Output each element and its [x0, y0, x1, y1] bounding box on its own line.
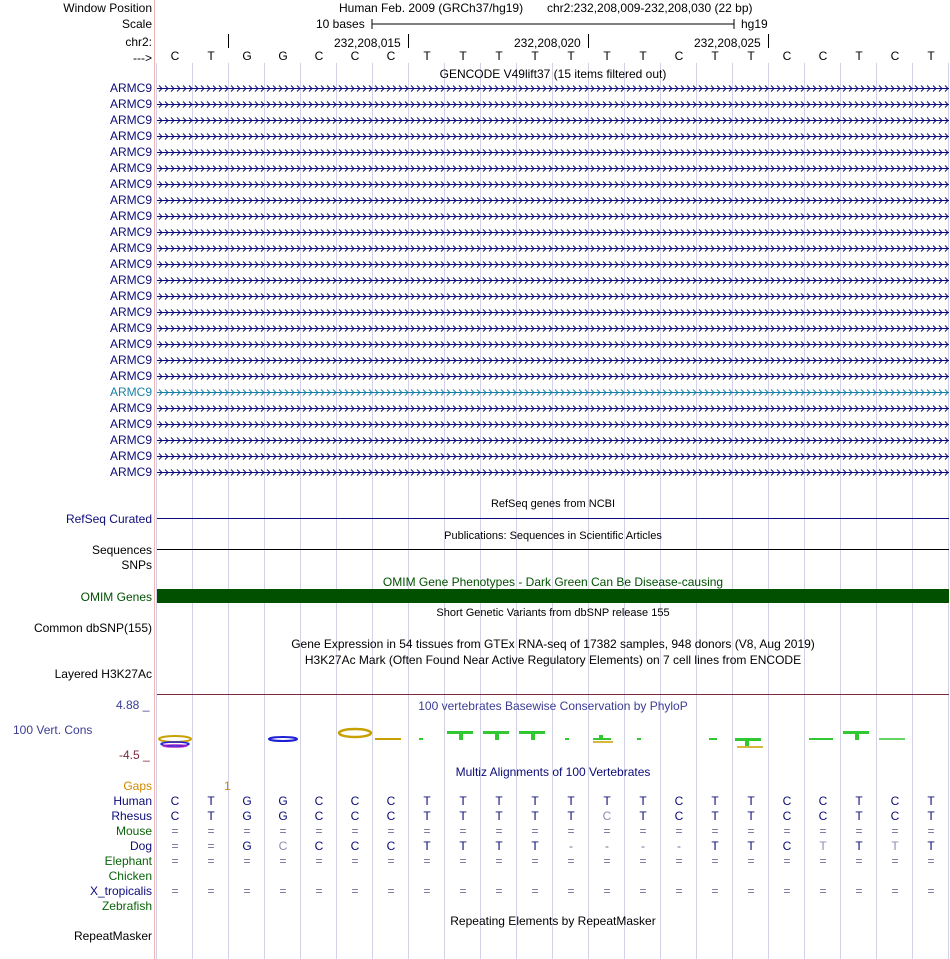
window-position-label: Window Position [63, 1, 152, 15]
aligned-base: C [170, 794, 180, 808]
aligned-base: = [495, 854, 503, 868]
aligned-base: = [387, 854, 395, 868]
conservation-track-label[interactable]: 100 Vert. Cons [13, 723, 93, 737]
aligned-base: = [747, 884, 755, 898]
aligned-base: T [891, 839, 899, 853]
species-label[interactable]: X_tropicalis [89, 884, 152, 898]
gencode-transcript[interactable] [157, 273, 949, 287]
gencode-transcript[interactable] [157, 337, 949, 351]
aligned-base: = [855, 854, 863, 868]
gencode-gene-label[interactable]: ARMC9 [109, 97, 152, 111]
aligned-base: = [171, 854, 179, 868]
gencode-gene-label[interactable]: ARMC9 [109, 385, 152, 399]
aligned-base: T [927, 839, 935, 853]
reference-base: C [170, 49, 180, 63]
reference-base: T [711, 49, 719, 63]
reference-base: C [674, 49, 684, 63]
repeatmasker-track-title[interactable]: Repeating Elements by RepeatMasker [450, 914, 656, 928]
gencode-transcript[interactable] [157, 145, 949, 159]
aligned-base: = [279, 884, 287, 898]
aligned-base: T [531, 809, 539, 823]
reference-base: C [350, 49, 360, 63]
aligned-base: C [386, 809, 396, 823]
aligned-base: = [639, 854, 647, 868]
aligned-base: T [459, 794, 467, 808]
species-alignment-row [157, 899, 949, 913]
aligned-base: C [314, 839, 324, 853]
aligned-base: T [495, 809, 503, 823]
gencode-gene-label[interactable]: ARMC9 [109, 177, 152, 191]
aligned-base: T [711, 809, 719, 823]
aligned-base: = [819, 824, 827, 838]
conservation-min-label: -4.5 _ [119, 748, 150, 762]
aligned-base: = [171, 884, 179, 898]
species-label[interactable]: Dog [129, 839, 152, 853]
refseq-track-title[interactable]: RefSeq genes from NCBI [490, 498, 616, 510]
gaps-label: Gaps [123, 779, 152, 793]
aligned-base: = [567, 824, 575, 838]
species-label[interactable]: Mouse [115, 824, 152, 838]
aligned-base: = [567, 884, 575, 898]
gencode-gene-label[interactable]: ARMC9 [109, 273, 152, 287]
aligned-base: G [242, 839, 252, 853]
gencode-transcript[interactable] [157, 449, 949, 463]
aligned-base: = [495, 884, 503, 898]
gencode-gene-label[interactable]: ARMC9 [109, 209, 152, 223]
gencode-transcript[interactable] [157, 241, 949, 255]
gencode-transcript[interactable] [157, 97, 949, 111]
species-alignment-row [157, 884, 949, 898]
aligned-base: - [569, 839, 573, 853]
aligned-base: = [891, 884, 899, 898]
aligned-base: = [819, 884, 827, 898]
aligned-base: T [639, 809, 647, 823]
aligned-base: C [386, 839, 396, 853]
aligned-base: = [351, 884, 359, 898]
dbsnp-track-label[interactable]: Common dbSNP(155) [33, 621, 152, 635]
refseq-feature-line[interactable] [157, 512, 949, 526]
aligned-base: C [890, 794, 900, 808]
gencode-transcript[interactable] [157, 353, 949, 367]
position-text: chr2:232,208,009-232,208,030 (22 bp) [547, 1, 753, 15]
aligned-base: = [675, 854, 683, 868]
aligned-base: = [639, 824, 647, 838]
reference-base: T [747, 49, 755, 63]
aligned-base: T [423, 794, 431, 808]
gencode-transcript[interactable] [157, 113, 949, 127]
scale-label: Scale [121, 17, 152, 31]
aligned-base: = [207, 884, 215, 898]
reference-base: T [567, 49, 575, 63]
aligned-base: C [350, 794, 360, 808]
aligned-base: = [351, 824, 359, 838]
aligned-base: C [890, 809, 900, 823]
scale-bases: 10 bases [316, 17, 365, 31]
aligned-base: T [531, 794, 539, 808]
gencode-gene-label[interactable]: ARMC9 [109, 161, 152, 175]
gencode-gene-label[interactable]: ARMC9 [109, 433, 152, 447]
species-label[interactable]: Rhesus [111, 809, 152, 823]
aligned-base: = [711, 824, 719, 838]
gencode-transcript[interactable] [157, 417, 949, 431]
aligned-base: = [207, 839, 215, 853]
h3k27ac-baseline [157, 690, 949, 698]
aligned-base: = [711, 854, 719, 868]
h3k27ac-track-label[interactable]: Layered H3K27Ac [54, 667, 152, 681]
aligned-base: = [243, 854, 251, 868]
aligned-base: = [387, 824, 395, 838]
reference-base: C [386, 49, 396, 63]
gencode-gene-label[interactable]: ARMC9 [109, 369, 152, 383]
gencode-transcript[interactable] [157, 257, 949, 271]
gencode-gene-label[interactable]: ARMC9 [109, 401, 152, 415]
reference-base: T [207, 49, 215, 63]
aligned-base: = [747, 854, 755, 868]
aligned-base: = [459, 884, 467, 898]
aligned-base: C [386, 794, 396, 808]
aligned-base: = [819, 854, 827, 868]
aligned-base: C [782, 794, 792, 808]
reference-base: T [459, 49, 467, 63]
strand-label: ---> [133, 51, 152, 65]
aligned-base: T [747, 809, 755, 823]
aligned-base: C [170, 809, 180, 823]
reference-base: C [314, 49, 324, 63]
aligned-base: T [531, 839, 539, 853]
aligned-base: = [927, 884, 935, 898]
reference-base: T [495, 49, 503, 63]
species-label[interactable]: Elephant [104, 854, 152, 868]
aligned-base: = [855, 884, 863, 898]
reference-base: T [423, 49, 431, 63]
gencode-gene-label[interactable]: ARMC9 [109, 305, 152, 319]
reference-base: T [531, 49, 539, 63]
aligned-base: T [567, 809, 575, 823]
aligned-base: T [639, 794, 647, 808]
aligned-base: = [891, 854, 899, 868]
aligned-base: T [603, 794, 611, 808]
reference-base: G [278, 49, 288, 63]
gencode-gene-label[interactable]: ARMC9 [109, 241, 152, 255]
gencode-gene-label[interactable]: ARMC9 [109, 417, 152, 431]
aligned-base: T [747, 839, 755, 853]
reference-base: C [818, 49, 828, 63]
aligned-base: = [927, 824, 935, 838]
species-alignment-row [157, 839, 949, 853]
aligned-base: = [351, 854, 359, 868]
species-alignment-row [157, 854, 949, 868]
aligned-base: T [927, 794, 935, 808]
aligned-base: T [855, 794, 863, 808]
publications-feature-line[interactable] [157, 543, 949, 557]
aligned-base: C [314, 809, 324, 823]
conservation-max-label: 4.88 _ [116, 698, 150, 712]
omim-feature-bar[interactable] [157, 589, 949, 603]
gencode-transcript[interactable] [157, 385, 949, 399]
aligned-base: T [423, 809, 431, 823]
aligned-base: = [243, 884, 251, 898]
aligned-base: = [315, 884, 323, 898]
aligned-base: C [350, 809, 360, 823]
aligned-base: = [459, 824, 467, 838]
aligned-base: C [674, 794, 684, 808]
aligned-base: = [531, 884, 539, 898]
gencode-transcript[interactable] [157, 193, 949, 207]
reference-sequence [157, 49, 949, 63]
aligned-base: C [818, 809, 828, 823]
aligned-base: = [279, 854, 287, 868]
gap-marker: 1 [224, 779, 231, 793]
coord-label-3: 232,208,025 [694, 36, 761, 50]
aligned-base: - [677, 839, 681, 853]
label-divider [154, 0, 155, 959]
gencode-gene-label[interactable]: ARMC9 [109, 321, 152, 335]
aligned-base: = [783, 824, 791, 838]
reference-base: T [639, 49, 647, 63]
aligned-base: = [603, 884, 611, 898]
reference-base: C [782, 49, 792, 63]
omim-track-title[interactable]: OMIM Gene Phenotypes - Dark Green Can Be Disease-causing [382, 575, 724, 589]
aligned-base: T [567, 794, 575, 808]
aligned-base: C [782, 839, 792, 853]
gencode-gene-label[interactable]: ARMC9 [109, 81, 152, 95]
aligned-base: G [278, 794, 288, 808]
aligned-base: T [207, 809, 215, 823]
aligned-base: = [855, 824, 863, 838]
aligned-base: = [315, 824, 323, 838]
gencode-track-title[interactable]: GENCODE V49lift37 (15 items filtered out) [439, 67, 667, 81]
aligned-base: = [459, 854, 467, 868]
aligned-base: = [315, 854, 323, 868]
aligned-base: = [675, 824, 683, 838]
aligned-base: = [171, 839, 179, 853]
aligned-base: T [711, 794, 719, 808]
gencode-gene-label[interactable]: ARMC9 [109, 257, 152, 271]
h3k27ac-track-title[interactable]: H3K27Ac Mark (Often Found Near Active Regulatory Elements) on 7 cell lines from ENCODE [304, 653, 802, 667]
aligned-base: T [207, 794, 215, 808]
species-alignment-row [157, 869, 949, 883]
gencode-transcript[interactable] [157, 321, 949, 335]
aligned-base: T [855, 809, 863, 823]
aligned-base: G [242, 794, 252, 808]
aligned-base: T [747, 794, 755, 808]
gencode-gene-label[interactable]: ARMC9 [109, 113, 152, 127]
aligned-base: C [350, 839, 360, 853]
gencode-transcript[interactable] [157, 401, 949, 415]
gencode-gene-label[interactable]: ARMC9 [109, 337, 152, 351]
aligned-base: T [711, 839, 719, 853]
aligned-base: G [278, 809, 288, 823]
gencode-transcript[interactable] [157, 369, 949, 383]
aligned-base: T [855, 839, 863, 853]
aligned-base: T [927, 809, 935, 823]
gencode-transcript[interactable] [157, 289, 949, 303]
reference-base: T [927, 49, 935, 63]
gencode-transcript[interactable] [157, 305, 949, 319]
refseq-track-label[interactable]: RefSeq Curated [65, 512, 152, 526]
aligned-base: = [387, 884, 395, 898]
multiz-track-title[interactable]: Multiz Alignments of 100 Vertebrates [455, 765, 651, 779]
chr-label: chr2: [125, 35, 152, 49]
aligned-base: = [207, 824, 215, 838]
aligned-base: = [243, 824, 251, 838]
conservation-logo[interactable] [157, 725, 949, 751]
gencode-gene-label[interactable]: ARMC9 [109, 465, 152, 479]
coord-label-2: 232,208,020 [514, 36, 581, 50]
species-alignment-row [157, 824, 949, 838]
snps-track-label[interactable]: SNPs [121, 558, 152, 572]
reference-base: T [855, 49, 863, 63]
aligned-base: = [783, 854, 791, 868]
publications-track-label[interactable]: Sequences [91, 543, 152, 557]
scale-db: hg19 [741, 17, 768, 31]
aligned-base: = [603, 854, 611, 868]
aligned-base: = [171, 824, 179, 838]
aligned-base: C [278, 839, 288, 853]
gencode-transcript[interactable] [157, 129, 949, 143]
aligned-base: = [207, 854, 215, 868]
aligned-base: G [242, 809, 252, 823]
aligned-base: = [423, 824, 431, 838]
reference-base: T [603, 49, 611, 63]
gencode-gene-label[interactable]: ARMC9 [109, 145, 152, 159]
gencode-gene-label[interactable]: ARMC9 [109, 289, 152, 303]
gencode-gene-label[interactable]: ARMC9 [109, 129, 152, 143]
aligned-base: = [531, 824, 539, 838]
coord-label-1: 232,208,015 [334, 36, 401, 50]
omim-track-label[interactable]: OMIM Genes [80, 590, 152, 604]
aligned-base: T [459, 809, 467, 823]
gencode-transcript[interactable] [157, 161, 949, 175]
aligned-base: = [927, 854, 935, 868]
aligned-base: = [711, 884, 719, 898]
aligned-base: = [279, 824, 287, 838]
aligned-base: = [495, 824, 503, 838]
aligned-base: T [819, 839, 827, 853]
assembly-text: Human Feb. 2009 (GRCh37/hg19) [339, 1, 524, 15]
repeatmasker-track-label[interactable]: RepeatMasker [73, 929, 152, 943]
species-label[interactable]: Zebrafish [101, 899, 152, 913]
aligned-base: = [423, 854, 431, 868]
gencode-transcript[interactable] [157, 177, 949, 191]
gencode-gene-label[interactable]: ARMC9 [109, 353, 152, 367]
publications-track-title[interactable]: Publications: Sequences in Scientific Articles [444, 530, 662, 542]
aligned-base: = [639, 884, 647, 898]
gencode-gene-label[interactable]: ARMC9 [109, 449, 152, 463]
aligned-base: C [314, 794, 324, 808]
aligned-base: = [783, 884, 791, 898]
aligned-base: T [495, 794, 503, 808]
aligned-base: C [602, 809, 612, 823]
aligned-base: C [782, 809, 792, 823]
aligned-base: C [674, 809, 684, 823]
gencode-transcript[interactable] [157, 81, 949, 95]
dbsnp-track-title[interactable]: Short Genetic Variants from dbSNP release 155 [436, 607, 670, 619]
gencode-transcript[interactable] [157, 209, 949, 223]
aligned-base: T [495, 839, 503, 853]
aligned-base: = [675, 884, 683, 898]
species-alignment-row [157, 809, 949, 823]
aligned-base: T [459, 839, 467, 853]
aligned-base: - [605, 839, 609, 853]
species-label[interactable]: Chicken [108, 869, 152, 883]
aligned-base: - [641, 839, 645, 853]
aligned-base: = [567, 854, 575, 868]
aligned-base: = [747, 824, 755, 838]
gencode-transcript[interactable] [157, 225, 949, 239]
aligned-base: T [423, 839, 431, 853]
gencode-transcript[interactable] [157, 465, 949, 479]
aligned-base: = [891, 824, 899, 838]
gencode-gene-label[interactable]: ARMC9 [109, 225, 152, 239]
scale-bar [370, 17, 740, 31]
gtex-track-title[interactable]: Gene Expression in 54 tissues from GTEx RNA-seq of 17382 samples, 948 donors (V8, Aug 2019) [291, 637, 815, 651]
aligned-base: = [423, 884, 431, 898]
gencode-gene-label[interactable]: ARMC9 [109, 193, 152, 207]
aligned-base: = [603, 824, 611, 838]
conservation-track-title[interactable]: 100 vertebrates Basewise Conservation by PhyloP [418, 699, 688, 713]
species-label[interactable]: Human [113, 794, 152, 808]
reference-base: C [890, 49, 900, 63]
aligned-base: = [531, 854, 539, 868]
reference-base: G [242, 49, 252, 63]
species-alignment-row [157, 794, 949, 808]
aligned-base: C [818, 794, 828, 808]
gencode-transcript[interactable] [157, 433, 949, 447]
